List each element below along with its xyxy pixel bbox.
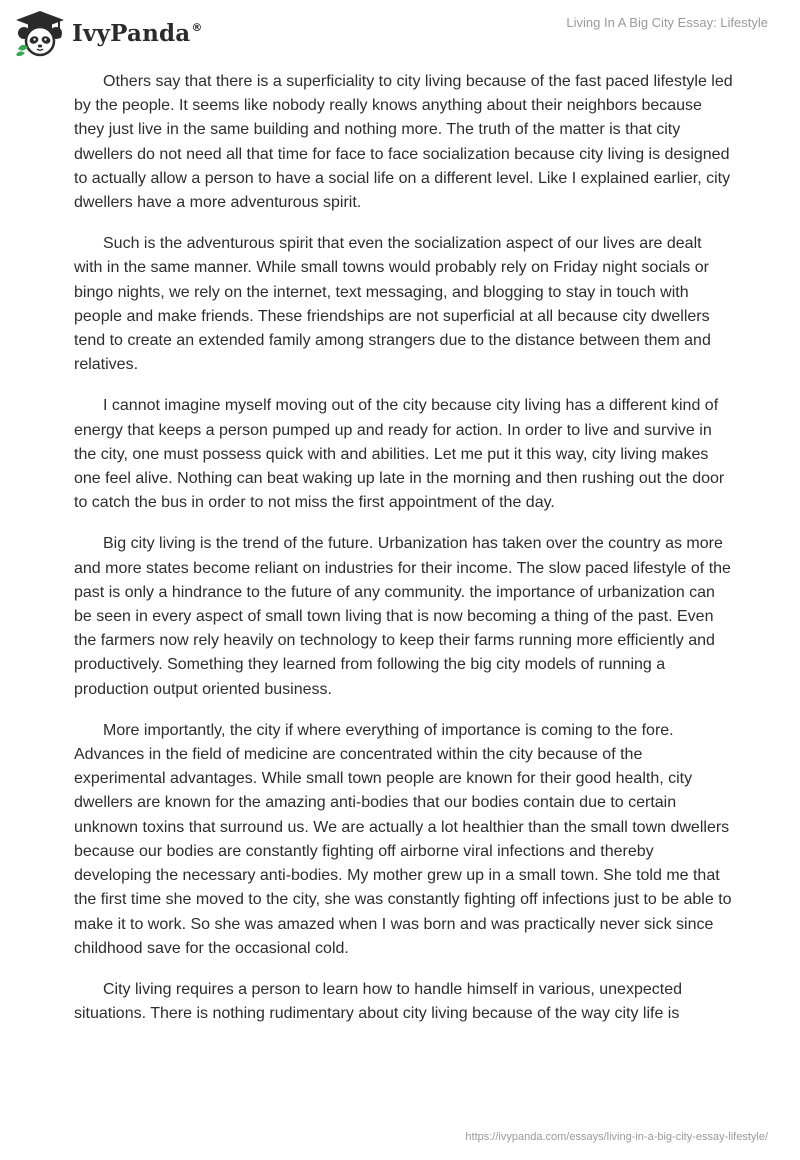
page-header: [0, 0, 800, 70]
brand-name: [72, 20, 203, 47]
source-url[interactable]: https://ivypanda.com/essays/living-in-a-big-city-essay-lifestyle/: [465, 1131, 768, 1143]
essay-paragraph: Others say that there is a superficiality to city living because of the fast paced lifestyle led by the people. It seems like nobody really knows anything about their neighbors because they just live in the same building and nothing more. The truth of the matter is that city dwellers do not need all that time for face to face socialization because city living is designed to actually allow a person to have a social life on a different level. Like I explained earlier, city dwellers have a more adventurous spirit.: [74, 73, 733, 212]
document-title: Living In A Big City Essay: Lifestyle: [566, 15, 768, 30]
panda-graduate-icon: [14, 9, 66, 57]
essay-paragraph: Big city living is the trend of the future. Urbanization has taken over the country as more and more states become reliant on industries for their income. The slow paced lifestyle of the past is only a hindrance to the future of any community. the importance of urbanization can be seen in every aspect of small town living that is now becoming a thing of the past. Even the farmers now rely heavily on technology to keep their farms running more efficiently and productively. Something they learned from following the big city models of running a production output oriented business.: [74, 535, 731, 698]
essay-paragraph: I cannot imagine myself moving out of the city because city living has a different kind of energy that keeps a person pumped up and ready for action. In order to live and survive in the city, one must possess quick with and abilities. Let me put it this way, city living makes one feel alive. Nothing can beat waking up late in the morning and then rushing out the door to catch the bus in order to not miss the first appointment of the day.: [74, 397, 725, 512]
brand-name-text: IvyPanda: [72, 19, 191, 47]
essay-body: [74, 70, 734, 1043]
registered-mark: ®: [191, 20, 203, 34]
essay-paragraph: Such is the adventurous spirit that even the socialization aspect of our lives are dealt with in the same manner. While small towns would probably rely on Friday night socials or bingo nights, we rely on the internet, text messaging, and blogging to stay in touch with people and make friends. These friendships are not superficial at all because city dwellers tend to create an extended family among strangers due to the distance between them and relatives.: [74, 235, 711, 374]
essay-paragraph: More importantly, the city if where everything of importance is coming to the fore. Advances in the field of medicine are concentrated within the city because of the experimental advantages. While small town people are known for their good health, city dwellers are known for the amazing anti-bodies that our bodies contain due to certain unknown toxins that surround us. We are actually a lot healthier than the small town dwellers because our bodies are constantly fighting off airborne viral infections and thereby developing the necessary anti-bodies. My mother grew up in a small town. She told me that the first time she moved to the city, she was constantly fighting off infections just to be able to make it to work. So she was amazed when I was born and was practically never sick since childhood save for the occasional cold.: [74, 721, 732, 957]
ivypanda-logo[interactable]: [14, 9, 203, 57]
essay-paragraph: City living requires a person to learn how to handle himself in various, unexpected situations. There is nothing rudimentary about city living because of the way city life is: [74, 980, 682, 1023]
